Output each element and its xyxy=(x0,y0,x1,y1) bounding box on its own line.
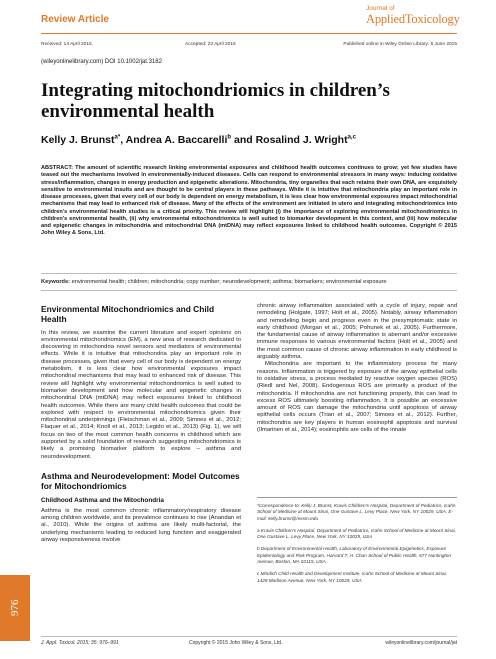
page-footer xyxy=(41,640,457,649)
page-number-tab xyxy=(0,575,30,641)
doi-line: (wileyonlinelibrary.com) DOI 10.1002/jat.3182 xyxy=(41,59,162,65)
footnotes xyxy=(257,503,457,590)
subsection-heading: Childhood Asthma and the Mitochondria xyxy=(41,496,164,504)
body-paragraph: Asthma is the most common chronic inflammatory/respiratory disease among children worldwide, and its prevalence continues to rise (Anandan et al., 2010). While the origins of asthma are likely multi-factorial, the underlying mechanisms leading to reduced lung function and exaggerated airway responsiveness involve xyxy=(41,507,241,544)
page-number: 976 xyxy=(9,599,21,617)
author-name: Andrea A. Baccarelli xyxy=(125,134,228,146)
keywords-line xyxy=(41,279,457,285)
published-date: Published online in Wiley Online Library: 5 June 2015 xyxy=(343,42,457,47)
right-column xyxy=(257,303,457,434)
footnote-affiliation: c Mindich Child Health and Development Institute, Icahn School of Medicine at Mount Sinai, 1428 Madison Avenue, New York, NY 10029, USA xyxy=(257,571,447,583)
footer-copyright: Copyright © 2015 John Wiley & Sons, Ltd. xyxy=(189,640,283,646)
article-title: Integrating mitochondriomics in children’s environmental health xyxy=(41,80,390,122)
abstract: ABSTRACT: The amount of scientific research linking environmental exposures and childhood health outcomes continues to grow; yet few studies have teased out the mechanisms involved in environmentally-induced diseases. Cells can respond to environmental stressors in many ways: inducing oxidative stress/inflammation, changes in energy production and epigenetic alterations. Mitochondria, tiny organelles that each retains their own DNA, are exquisitely sensitive to environmental insults and are thought to be central players in these pathways. While it is intuitive that mitochondria play an important role in disease processes, given that every cell of our body is dependent on energy metabolism, it is less clear how environmental exposures impact mitochondrial mechanisms that may lead to enhanced risk of disease. Many of the effects of the environment are initiated in utero and integrating mitochondriomics into children’s environmental health studies is a critical priority. This review will highlight (i) the importance of exploring environmental mitochondriomics in children’s environmental health, (ii) why environmental mitochondriomics is well suited to biomarker development in this context, and (iii) how molecular and epigenetic changes in mitochondria and mitochondrial DNA (mtDNA) may reflect exposures linked to childhood health outcomes. Copyright © 2015 John Wiley & Sons, Ltd. xyxy=(41,165,457,237)
journal-logo xyxy=(366,5,462,29)
header-rule xyxy=(41,33,457,34)
received-date: Received: 14 April 2015, xyxy=(41,42,93,47)
keywords-label: Keywords: xyxy=(41,279,71,285)
article-type-label: Review Article xyxy=(41,14,109,25)
accepted-date: Accepted: 23 April 2015 xyxy=(185,42,236,47)
author-affiliation-mark: a,c xyxy=(347,134,356,141)
author-name: Kelly J. Brunst xyxy=(41,134,115,146)
footnote-affiliation: a Kravis Children’s Hospital, Department of Pediatrics, Icahn School of Medicine at Mount Sinai, One Gustave L. Levy Place, New York, NY 10029, USA xyxy=(257,527,456,540)
section-heading: Environmental Mitochondriomics and Child Health xyxy=(41,304,215,324)
section-heading: Asthma and Neurodevelopment: Model Outcomes for Mitochondriomics xyxy=(41,470,240,491)
keywords-text: environmental health; children; mitochondria; copy number; neurodevelopment; asthma; biomarkers; environmental exposure xyxy=(71,279,387,285)
body-paragraph: chronic airway inflammation associated with a cycle of injury, repair and remodeling (Holgate, 1997; Holt et al., 2005). Notably, airway inflammation and remodeling begin and progress even in the presymptomatic state in early childhood (Morgan et al., 2005; Pohunek et al., 2005). Furthermore, the fundamental cause of airway inflammation is aberrant and/or excessive immune responses to various environmental factors (Holt et al., 2005) and the most common cause of chronic airway inflammation in early childhood is arguably asthma. xyxy=(257,303,457,361)
article-dates xyxy=(41,42,457,50)
left-column xyxy=(41,303,241,544)
footnote-rule xyxy=(257,497,457,498)
body-paragraph: Mitochondria are important to the inflammatory process for many reasons. Inflammation is triggered by exposure of the airway epithelial cells to oxidative stress, a process mediated by reactive oxygen species (ROS) (Riedl and Nel, 2008). Endogenous ROS are primarily a product of the mitochondria. If mitochondria are not functioning properly, this can lead to excess ROS ultimately boosting inflammation. It is possible an excessive amount of ROS can damage the mitochondria until apoptosis of airway epithelial cells occurs (Trian et al., 2007; Simoes et al., 2012). Further, mitochondria are key players in human eosinophil apoptosis and survival (Ilmarinen et al., 2014); eosinophils are cells of the innate xyxy=(257,361,457,434)
author-separator: , xyxy=(120,134,126,146)
keywords-bottom-rule xyxy=(41,290,457,291)
author-separator: and xyxy=(231,134,256,146)
journal-of-text: Journal of xyxy=(366,5,395,12)
footnote-affiliation: b Department of Environmental Health, Laboratory of Environmental Epigenetics, Exposure Epidemiology and Risk Program, Harvard T. H. Chan School of Public Health, 677 Huntington Avenue, Boston, MA 02115, USA xyxy=(257,546,451,565)
footer-citation: J. Appl. Toxicol. 2015; 35: 976–991 xyxy=(41,640,119,646)
journal-name-text: AppliedToxicology xyxy=(366,12,460,26)
footnote-correspondence: *Correspondence to: Kelly J. Brunst, Kravis Children’s Hospital, Department of Pediatrics, Icahn School of Medicine at Mount Sinai, One Gustave L. Levy Place, New York, NY 10029, USA. E-mail: kelly.brunst@mssm.edu xyxy=(257,503,456,521)
footer-rule xyxy=(41,636,457,637)
footer-site-link[interactable]: wileyonlinelibrary.com/journal/jat xyxy=(385,640,457,646)
author-affiliation-mark: b xyxy=(227,134,232,141)
author-list xyxy=(41,134,457,146)
author-affiliation-mark: a* xyxy=(114,134,121,141)
author-name: Rosalind J. Wright xyxy=(255,134,348,146)
keywords-top-rule xyxy=(41,273,457,274)
body-paragraph: In this review, we examine the current literature and expert opinions on environmental mitochondriomics (EM), a new area of research dedicated to discovering in mitochondria novel sensors and mediators of environmental effects. While it is intuitive that mitochondria play an important role in disease processes, given that every cell of our body is dependent on energy metabolism, it is less clear how environmental exposures impact mitochondrial mechanisms that may lead to enhanced risk of disease. This review will highlight why environmental mitochondriomics is well suited to biomarker development and how molecular and epigenetic changes in mitochondrial DNA (mtDNA) may reflect exposures linked to childhood health outcomes. While there are many child health outcomes that could be explored with respect to environmental mitochondriomics given their mitochondrial underpinnings (Fleischman et al., 2009; Simoes et al., 2012; Flaquer et al., 2014; Knoll et al., 2013; Legido et al., 2013) (Fig. 1), we will focus on two of the most common health concerns in childhood which are supported by a solid foundation of research suggesting mitochondriomics is likely a promising biomarker platform to explore – asthma and neurodevelopment. xyxy=(41,329,241,460)
